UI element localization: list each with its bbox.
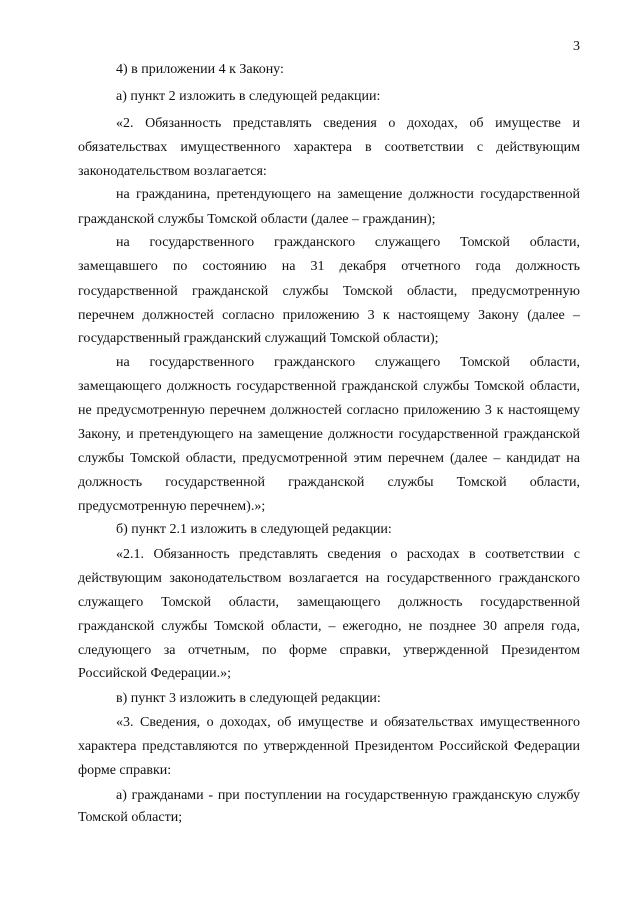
- doc-line: «3. Сведения, о доходах, об имуществе и обязательствах имущественного: [116, 715, 580, 730]
- doc-line: на государственного гражданского служащего Томской области,: [116, 235, 580, 250]
- doc-line: предусмотренную перечнем).»;: [78, 499, 266, 514]
- doc-line: законодательством возлагается:: [78, 164, 267, 179]
- doc-line: гражданской службы Томской области (далее – гражданин);: [78, 212, 436, 227]
- doc-line: государственной гражданской службы Томской области, предусмотренную: [78, 284, 580, 299]
- page-number: 3: [573, 39, 580, 54]
- doc-line: на государственного гражданского служащего Томской области,: [116, 355, 580, 370]
- doc-line: в) пункт 3 изложить в следующей редакции:: [116, 691, 381, 706]
- doc-line: следующего за отчетным, по форме справки, утвержденной Президентом: [78, 643, 580, 658]
- doc-line: б) пункт 2.1 изложить в следующей редакции:: [116, 522, 392, 537]
- doc-line: а) пункт 2 изложить в следующей редакции:: [116, 89, 381, 104]
- doc-line: перечнем должностей согласно приложению 3 к настоящему Закону (далее –: [78, 308, 580, 323]
- doc-line: Закону, и претендующего на замещение должности государственной гражданской: [78, 427, 580, 442]
- doc-line: обязательствах имущественного характера в соответствии с действующим: [78, 140, 580, 155]
- doc-line: на гражданина, претендующего на замещение должности государственной: [116, 187, 580, 202]
- doc-line: характера представляются по утвержденной Президентом Российской Федерации: [78, 739, 580, 754]
- doc-line: замещающего должность государственной гражданской службы Томской области,: [78, 379, 580, 394]
- doc-line: действующим законодательством возлагается на государственного гражданского: [78, 571, 580, 586]
- doc-line: 4) в приложении 4 к Закону:: [116, 62, 284, 77]
- doc-line: замещавшего по состоянию на 31 декабря отчетного года должность: [78, 259, 580, 274]
- doc-line: «2. Обязанность представлять сведения о доходах, об имуществе и: [116, 116, 580, 131]
- doc-line: не предусмотренную перечнем должностей согласно приложению 3 к настоящему: [78, 403, 580, 418]
- doc-line: должность государственной гражданской службы Томской области,: [78, 475, 580, 490]
- doc-line: форме справки:: [78, 763, 172, 778]
- doc-line: а) гражданами - при поступлении на государственную гражданскую службу: [116, 788, 580, 803]
- doc-line: Томской области;: [78, 810, 183, 825]
- doc-line: Российской Федерации.»;: [78, 666, 232, 681]
- doc-line: служащего Томской области, замещающего должность государственной: [78, 595, 580, 610]
- doc-line: гражданской службы Томской области, – ежегодно, не позднее 30 апреля года,: [78, 619, 580, 634]
- doc-line: «2.1. Обязанность представлять сведения о расходах в соответствии с: [116, 547, 580, 562]
- doc-line: государственный гражданский служащий Томской области);: [78, 331, 439, 346]
- doc-line: службы Томской области, предусмотренной этим перечнем (далее – кандидат на: [78, 451, 580, 466]
